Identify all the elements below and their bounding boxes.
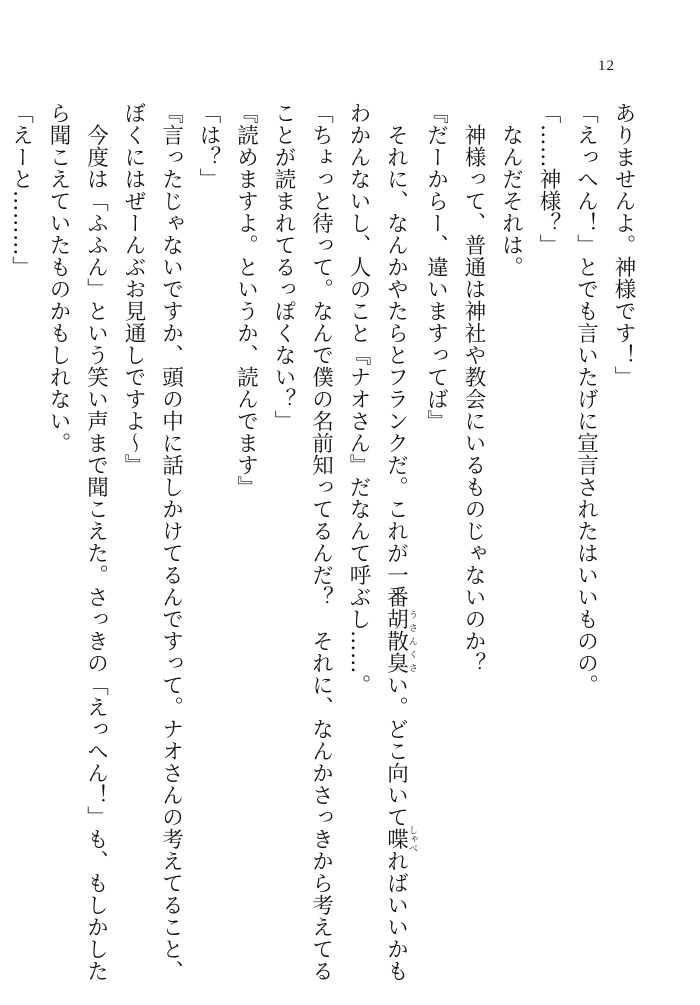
text-line: わかんないし、人のこと『ナオさん』だなんて呼ぶし……。	[346, 102, 371, 696]
ruby-base: 胡散臭	[383, 608, 409, 674]
ruby-reading: うさんくさ	[407, 608, 417, 674]
text-line: 『読めますよ。というか、読んでます』	[233, 102, 259, 498]
text-line: ら聞こえていたものかもしれない。	[46, 102, 71, 454]
text-line: 「ちょっと待って。なんで僕の名前知ってるんだ？ それに、なんかさっきから考えてる	[308, 102, 334, 982]
text-line: 『言ったじゃないですか、頭の中に話しかけてるんですって。ナオさんの考えてること、	[158, 102, 184, 982]
ruby-annotation	[383, 825, 417, 853]
text-line: 「えーと………」	[8, 102, 34, 278]
text-line: ことが読まれてるっぽくない？」	[271, 102, 296, 432]
text-line: 「えっへん！」とでも言いたげに宣言されたはいいものの。	[573, 102, 599, 696]
text-line: 今度は「ふふん」という笑い声まで聞こえた。さっきの「えっへん！」も、もしかした	[83, 102, 109, 982]
ruby-annotation	[383, 608, 417, 674]
text-line: ありませんよ。神様です！」	[611, 102, 636, 388]
text-line: 神様って、普通は神社や教会にいるものじゃないのか？	[461, 102, 486, 674]
page-number: 12	[598, 58, 615, 74]
ruby-reading: しゃべ	[407, 825, 417, 853]
ruby-base: 喋	[383, 825, 409, 853]
vertical-text-body	[2, 102, 642, 992]
text-line: なんだそれは。	[498, 102, 524, 278]
text-line-with-ruby	[377, 102, 417, 992]
text-line: ぼくにはぜーんぶお見通しですよ～』	[121, 102, 146, 476]
text-segment: ればいいかも	[383, 850, 409, 982]
text-line: 『だーからー、違いますってば』	[423, 102, 449, 432]
text-line: 「は？」	[196, 102, 221, 190]
text-segment: い。どこ向いて	[383, 674, 409, 828]
text-segment: それに、なんかやたらとフランクだ。これが一番	[383, 102, 409, 608]
text-line: 「……神様？」	[536, 102, 561, 256]
